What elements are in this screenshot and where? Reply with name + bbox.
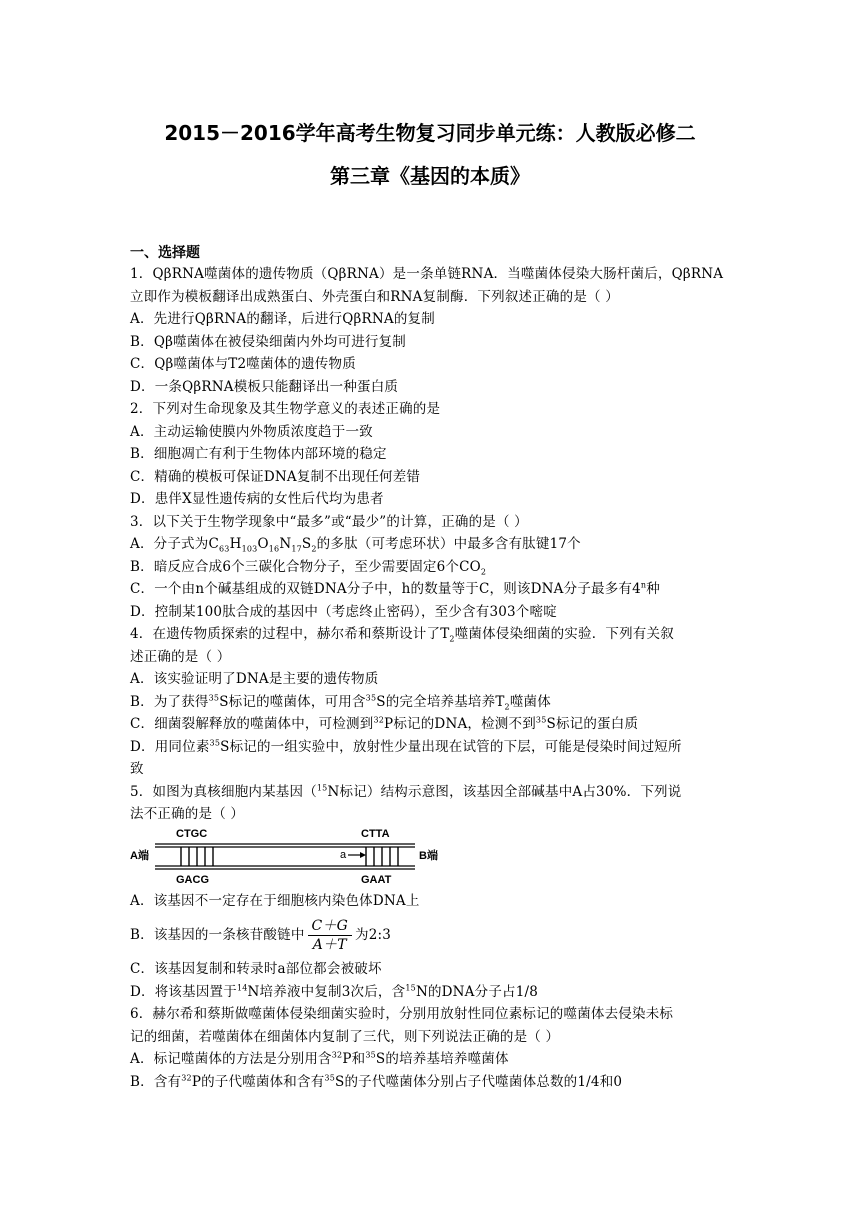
q5-option-a: A．该基因不一定存在于细胞核内染色体DNA上 bbox=[130, 892, 420, 909]
q4-option-c: C．细菌裂解释放的噬菌体中，可检测到$^{32}$P标记的DNA，检测不到$^{35}$S标记的蛋白质 bbox=[130, 715, 639, 732]
dna-strands bbox=[155, 844, 415, 869]
q2-option-c: C．精确的模板可保证DNA复制不出现任何差错 bbox=[130, 468, 421, 485]
q4-option-a: A．该实验证明了DNA是主要的遗传物质 bbox=[130, 671, 379, 687]
question-content bbox=[130, 243, 740, 1093]
q2-option-b: B．细胞凋亡有利于生物体内部环境的稳定 bbox=[130, 446, 387, 462]
q6-option-b: B．含有$^{32}$P的子代噬菌体和含有$^{35}$S的子代噬菌体分别占子代噬菌体总数的1/4和0 bbox=[130, 1073, 623, 1090]
q5-option-c: C．该基因复制和转录时a部位都会被破坏 bbox=[130, 961, 382, 977]
diagram-top-left-seq: CTGC bbox=[176, 827, 208, 840]
q3-option-a: A．分子式为$C_{63}H_{103}O_{16}N_{17}S_2$的多肽（可考虑环状）中最多含有肽键17个 bbox=[130, 536, 581, 554]
q4-stem-line1: 4．在遗传物质探索的过程中，赫尔希和蔡斯设计了$T_2$噬菌体侵染细菌的实验．下列有关叙 bbox=[130, 626, 674, 644]
q3-option-c: C．一个由n个碱基组成的双链DNA分子中，h的数量等于C，则该DNA分子最多有4$^n$种 bbox=[130, 580, 660, 597]
right-base-pairs bbox=[366, 847, 398, 866]
q2-stem: 2．下列对生命现象及其生物学意义的表述正确的是 bbox=[130, 401, 441, 417]
q6-stem-line2: 记的细菌，若噬菌体在细菌体内复制了三代，则下列说法正确的是（ ） bbox=[130, 1028, 560, 1045]
q2-option-a: A．主动运输使膜内外物质浓度趋于一致 bbox=[130, 423, 373, 440]
section-heading: 一、选择题 bbox=[130, 245, 200, 261]
document-title-line1: 2015－2016学年高考生物复习同步单元练：人教版必修二 bbox=[164, 121, 696, 145]
document-title-line2: 第三章《基因的本质》 bbox=[330, 164, 530, 188]
diagram-bottom-right-seq: GAAT bbox=[361, 873, 392, 884]
q2-option-d: D．患伴X显性遗传病的女性后代均为患者 bbox=[130, 491, 384, 507]
q5-stem-line2: 法不正确的是（ ） bbox=[130, 806, 245, 822]
q1-option-a: A．先进行QβRNA的翻译，后进行QβRNA的复制 bbox=[130, 311, 435, 327]
diagram-pointer-label: a bbox=[340, 848, 347, 861]
left-base-pairs bbox=[181, 847, 213, 866]
q4-option-d: D．用同位素$^{35}$S标记的一组实验中，放射性少量出现在试管的下层，可能是侵染时间过短所 bbox=[130, 738, 682, 755]
q4-option-d-cont: 致 bbox=[130, 761, 144, 777]
q4-stem-line2: 述正确的是（ ） bbox=[130, 648, 231, 665]
q3-option-b: B．暗反应合成6个三碳化合物分子，至少需要固定6个$CO_2$ bbox=[130, 558, 487, 577]
gene-structure-diagram bbox=[130, 828, 460, 884]
q5-option-b: B．该基因的一条核苷酸链中 $\frac{C+G}{A+T}$ 为2:3 bbox=[130, 918, 392, 953]
diagram-left-end-label: A端 bbox=[130, 849, 149, 862]
q1-option-c: C．Qβ噬菌体与T2噬菌体的遗传物质 bbox=[130, 356, 356, 372]
pointer-arrow bbox=[348, 852, 366, 858]
gene-diagram-svg bbox=[130, 828, 460, 884]
q1-option-b: B．Qβ噬菌体在被侵染细菌内外均可进行复制 bbox=[130, 333, 406, 350]
q1-stem-line1: 1．QβRNA噬菌体的遗传物质（QβRNA）是一条单链RNA．当噬菌体侵染大肠杆菌后，QβRNA bbox=[130, 266, 724, 282]
diagram-bottom-left-seq: GACG bbox=[176, 873, 209, 884]
q1-option-d: D．一条QβRNA模板只能翻译出一种蛋白质 bbox=[130, 378, 399, 395]
pointer-arrow-head bbox=[360, 852, 366, 858]
q3-stem: 3．以下关于生物学现象中“最多”或“最少”的计算，正确的是（ ） bbox=[130, 513, 528, 530]
diagram-top-right-seq: CTTA bbox=[361, 827, 390, 840]
gc-at-ratio-fraction: $\frac{C+G}{A+T}$ bbox=[308, 917, 353, 954]
diagram-right-end-label: B端 bbox=[419, 849, 438, 862]
q4-option-b: B．为了获得$^{35}$S标记的噬菌体，可用含$^{35}$S的完全培养基培养$T_2$噬菌体 bbox=[130, 693, 551, 712]
q5-stem-line1: 5．如图为真核细胞内某基因（$^{15}$N标记）结构示意图，该基因全部碱基中A占30%．下列说 bbox=[130, 783, 682, 800]
q6-option-a: A．标记噬菌体的方法是分别用含$^{32}$P和$^{35}$S的培养基培养噬菌体 bbox=[130, 1050, 509, 1067]
q6-stem-line1: 6．赫尔希和蔡斯做噬菌体侵染细菌实验时，分别用放射性同位素标记的噬菌体去侵染未标 bbox=[130, 1006, 674, 1022]
q3-option-d: D．控制某100肽合成的基因中（考虑终止密码），至少含有303个嘧啶 bbox=[130, 603, 557, 620]
q1-stem-line2: 立即作为模板翻译出成熟蛋白、外壳蛋白和RNA复制酶．下列叙述正确的是（ ） bbox=[130, 288, 619, 305]
q5-option-d: D．将该基因置于$^{14}$N培养液中复制3次后，含$^{15}$N的DNA分子占1/8 bbox=[130, 983, 539, 1000]
